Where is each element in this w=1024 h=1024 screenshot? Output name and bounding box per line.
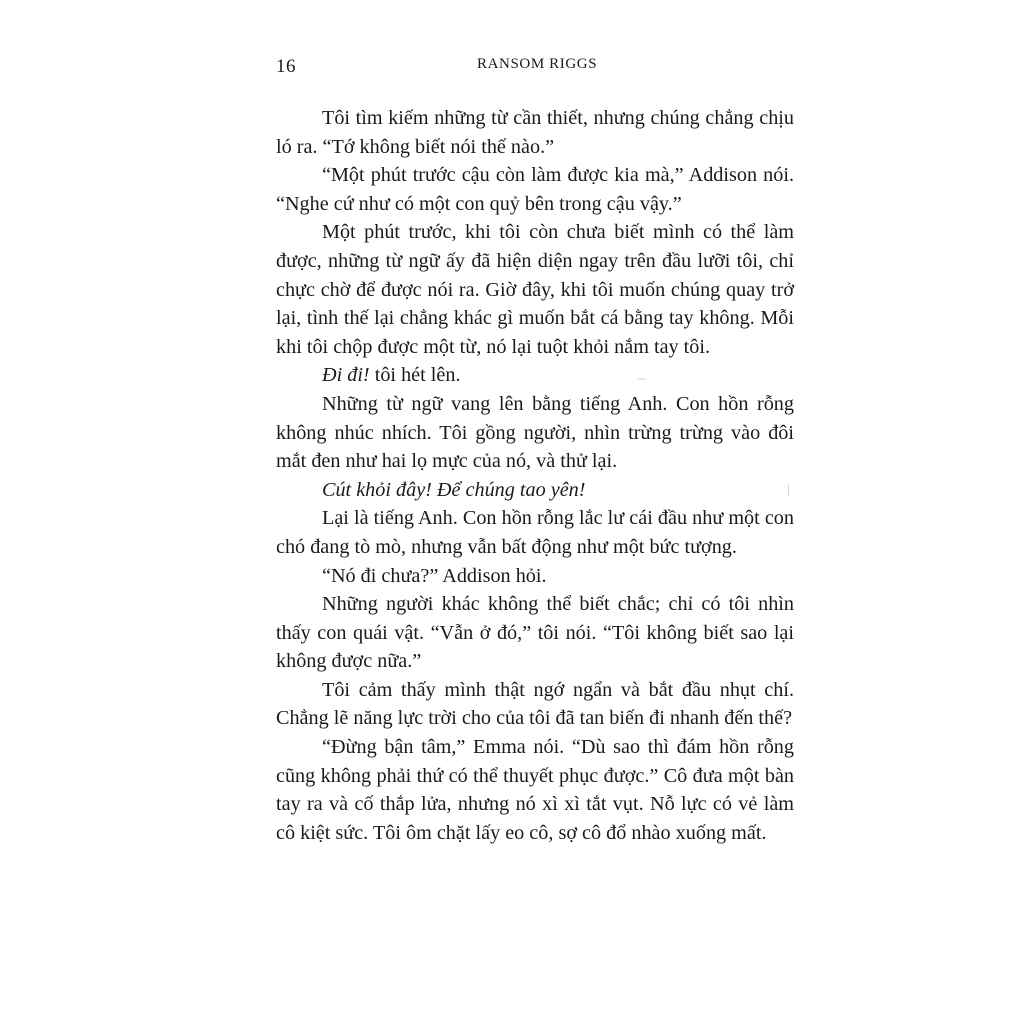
paragraph	[276, 361, 794, 390]
italic-exclamation: Đi đi!	[322, 364, 370, 387]
paragraph: “Đừng bận tâm,” Emma nói. “Dù sao thì đám hồn rỗng cũng không phải thứ có thể thuyết phục được.” Cô đưa một bàn tay ra và cố thắp lửa, nhưng nó xì xì tắt vụt. Nỗ lực có vẻ làm cô kiệt sức. Tôi ôm chặt lấy eo cô, sợ cô đổ nhào xuống mất.	[276, 736, 794, 844]
scan-mark	[788, 484, 789, 496]
paragraph: Tôi cảm thấy mình thật ngớ ngẩn và bắt đầu nhụt chí. Chẳng lẽ năng lực trời cho của tôi đã tan biến đi nhanh đến thế?	[276, 678, 794, 730]
paragraph: Tôi tìm kiếm những từ cần thiết, nhưng chúng chẳng chịu ló ra. “Tớ không biết nói thế nào.”	[276, 107, 794, 158]
italic-paragraph: Cút khỏi đây! Để chúng tao yên!	[322, 478, 586, 501]
paragraph-continuation: tôi hét lên.	[369, 364, 461, 387]
paragraph: “Một phút trước cậu còn làm được kia mà,” Addison nói. “Nghe cứ như có một con quỷ bên trong cậu vậy.”	[276, 164, 794, 215]
paragraph: Những người khác không thể biết chắc; chỉ có tôi nhìn thấy con quái vật. “Vẫn ở đó,” tôi nói. “Tôi không biết sao lại không được nữa.”	[276, 593, 794, 673]
paragraph: Lại là tiếng Anh. Con hồn rỗng lắc lư cái đầu như một con chó đang tò mò, nhưng vẫn bất động như một bức tượng.	[276, 507, 794, 558]
paragraph: Một phút trước, khi tôi còn chưa biết mình có thể làm được, những từ ngữ ấy đã hiện diện ngay trên đầu lưỡi tôi, chỉ chực chờ để được nói ra. Giờ đây, khi tôi muốn chúng quay trở lại, tình thế lại chẳng khác gì muốn bắt cá bằng tay không. Mỗi khi tôi chộp được một từ, nó lại tuột khỏi nắm tay tôi.	[276, 221, 794, 358]
paragraph: “Nó đi chưa?” Addison hỏi.	[322, 564, 547, 587]
paragraph: Những từ ngữ vang lên bằng tiếng Anh. Con hồn rỗng không nhúc nhích. Tôi gồng người, nhìn trừng trừng vào đôi mắt đen như hai lọ mực của nó, và thử lại.	[276, 392, 794, 473]
page-number: 16	[276, 56, 296, 77]
body-text	[276, 104, 794, 847]
running-head-author: RANSOM RIGGS	[477, 56, 598, 72]
scan-speck	[638, 378, 646, 380]
